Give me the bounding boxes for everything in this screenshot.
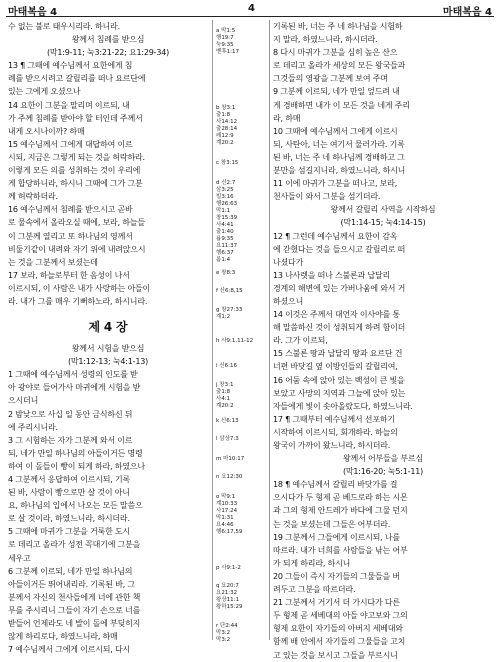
verse-paragraph: 17 보라, 하늘로부터 한 음성이 나서 이르시되, 이 사람은 내가 사랑하는 아들이 라. 내가 그를 매우 기뻐하노라, 하시니라.	[8, 270, 151, 306]
section-heading: 왕께서 침례를 받으심	[71, 35, 145, 45]
cross-reference: j 창3:1 출1:8 사4:1 계20:2	[216, 382, 234, 409]
cross-reference: p 사9:1-2	[216, 565, 241, 571]
section-heading: (막1:9-11; 눅3:21-22; 요1:29-34)	[46, 48, 170, 58]
verse-paragraph: 19 그분께서 그들에게 이르시되, 나를 따르라. 내가 너희를 사람들을 낚는 어부 가 되게 하리라, 하시니	[273, 532, 408, 568]
cross-reference: e 창8:3	[216, 270, 236, 276]
cross-reference-margin	[212, 20, 270, 643]
section-heading: (막1:12-13; 눅4:1-13)	[67, 357, 149, 367]
verse-paragraph: 14 요한이 그분을 말리며 이르되, 내 가 주께 침례를 받아야 할 터인데 주께서 내게 오시나이까? 하매	[8, 100, 143, 136]
cross-reference: o 막9:1 계10:33 사17:24 막1:31 요4:46 행6:17,59	[216, 494, 243, 535]
verse-paragraph: 2 밤낮으로 사십 일 동안 금식하신 뒤 에 주리시니라.	[8, 409, 133, 432]
cross-reference: m 마10:17	[216, 456, 245, 462]
section-heading: 왕께서 갈릴리 사역을 시작하심	[330, 205, 436, 215]
verse-paragraph: 21 그분께서 거기서 더 가시다가 다른 두 형제 곧 세베대의 아들 야고보와 그의 형제 요한이 자기들의 아버지 세베대와 함께 배 안에서 자기들의 그물들을 고치 고 있는 것을 보시고 그들을 부르시니	[273, 598, 408, 660]
right-text-column	[273, 20, 493, 660]
cross-reference: g 창27:33 계1:2	[216, 307, 243, 320]
left-text-column	[8, 20, 208, 655]
verse-paragraph: 10 그때에 예수님께서 그에게 이르시 되, 사탄아, 너는 여기서 물러가라. 기록 된 바, 너는 주 네 하나님께 경배하고 그 분만을 섬길지니라, 하였느니라, 하시니	[273, 126, 406, 176]
verse-paragraph: 수 없는 불로 태우시리라. 하니라.	[8, 22, 120, 31]
verse-paragraph: 9 그분께 이르되, 네가 만일 엎드려 내 게 경배하면 내가 이 모든 것을 네게 주리 라, 하매	[273, 87, 410, 123]
verse-paragraph: 18 ¶ 예수님께서 갈릴리 바닷가를 걸 으시다가 두 형제 곧 베드로라 하는 시몬 과 그의 형제 안드레가 바다에 그물 던지 는 것을 보셨는데 그들은 어부더라.	[273, 480, 408, 529]
verse-paragraph: 6 그분께 이르되, 네가 만일 하나님의 아들이거든 뛰어내리라. 기록된 바, 그 분께서 자신의 천사들에게 너에 관한 책 무를 주시리니 그들이 자기 손으로 너를 받들어 언제라도 네 발이 돌에 부딪히지 않게 하리로다, 하였느니라, 하매	[8, 566, 141, 642]
cross-reference: b 창3:1 출1:8 사14:12 출28:14 레12:9 계20:2	[216, 105, 238, 146]
running-head-chapter: 마태복음 4	[442, 7, 492, 18]
verse-paragraph: 13 ¶ 그때에 예수님께서 요한에게 침 례를 받으시려고 갈릴리를 떠나 요르단에 있는 그에게 오셨으나	[8, 61, 146, 97]
verse-paragraph: 7 예수님께서 그에게 이르시되, 다시	[8, 645, 130, 655]
verse-paragraph: 3 그 시험하는 자가 그분께 와서 이르 되, 네가 만일 하나님의 아들이거든 명령 하여 이 돌들이 빵이 되게 하라, 하였으나	[8, 435, 145, 471]
verse-paragraph: 8 다시 마귀가 그분을 심히 높은 산으 로 데리고 올라가 세상의 모든 왕국들과 그것들의 영광을 그분께 보여 주며	[273, 48, 406, 84]
section-heading: (막1:16-20; 눅5:1-11)	[342, 467, 424, 477]
verse-paragraph: 16 예수님께서 침례를 받으시고 곧바 로 물속에서 올라오실 때에, 보라, 하늘들 이 그분께 열리고 또 하나님의 영께서 비둘기같이 내려와 자기 위에 내려앉으시 는 것을 그분께서 보셨는데	[8, 205, 146, 267]
verse-paragraph: 14 이것은 주께서 대언자 이사야를 통 해 말씀하신 것이 성취되게 하려 함이더 라. 그가 이르되,	[273, 310, 406, 346]
verse-paragraph: 1 그때에 예수님께서 성령의 인도를 받 아 광야로 들어가사 마귀에게 시험을 받 으시더니	[8, 370, 141, 406]
page-number: 4	[248, 3, 255, 14]
cross-reference: n 요12:30	[216, 474, 243, 480]
page-header	[6, 2, 494, 17]
chapter-heading: 제 4 장	[88, 320, 128, 335]
section-heading: (막1:14-15; 눅4:14-15)	[340, 218, 426, 228]
section-heading: 왕께서 어부들을 부르심	[343, 454, 423, 464]
verse-paragraph: 17 ¶ 그때부터 예수님께서 선포하기 시작하여 이르시되, 회개하라. 하늘의 왕국이 가까이 왔느니라, 하시더라.	[273, 414, 398, 450]
running-head-book: 마태복음 4	[8, 7, 58, 18]
cross-reference: d 신2:7 삼3:25 빌3:16 행26:63 막1:1 창15:39 사4:41 출1:40 욥9:35 요11:37 행6:37 롬1:4	[216, 180, 238, 263]
cross-reference: k 신6:13	[216, 418, 239, 424]
cross-reference: q 요20:7 요21:32 왕상11:1 왕하15:29	[216, 583, 243, 610]
cross-reference: r 단2:44 막3:2 막3:2	[216, 623, 238, 643]
verse-paragraph: 13 나사렛을 떠나 스불론과 납달리 경계의 해변에 있는 가버나움에 와서 거 하셨으니	[273, 270, 406, 306]
section-heading: 왕께서 시험을 받으심	[71, 344, 145, 354]
verse-paragraph: 20 그들이 즉시 자기들의 그물들을 버 려두고 그분을 따르더라.	[273, 571, 400, 595]
cross-reference: l 삼상7:3	[216, 436, 239, 442]
cross-reference: h 사9:1,11-12	[216, 338, 254, 344]
cross-reference: i 신6:16	[216, 363, 237, 369]
verse-paragraph: 4 그분께서 응답하여 이르시되, 기록 된 바, 사람이 빵으로만 살 것이 아니 요, 하나님의 입에서 나오는 모든 말씀으 로 살 것이라, 하였느니라, 하시더라.	[8, 475, 143, 524]
verse-paragraph: 15 예수님께서 그에게 대답하여 이르 시되, 지금은 그렇게 되는 것을 허락하라. 이렇게 모든 의를 성취하는 것이 우리에 게 합당하니라, 하시니 그때에 그가 그분 께 허락하더라.	[8, 139, 145, 202]
verse-paragraph: 12 ¶ 그런데 예수님께서 요한이 감옥 에 갇혔다는 것을 들으시고 갈릴리로 떠 나셨다가	[273, 231, 406, 267]
verse-paragraph: 기록된 바, 너는 주 네 하나님을 시험하 지 말라, 하였느니라, 하시더라.	[273, 22, 403, 45]
cross-reference: f 신6:8,15	[216, 288, 243, 294]
verse-paragraph: 5 그때에 마귀가 그분을 거룩한 도시 로 데리고 올라가 성전 꼭대기에 그분을 세우고	[8, 527, 141, 563]
cross-reference: a 막1:5 행19:7 눅9:35 벧후1:17	[216, 28, 239, 55]
cross-reference: c 창3:15	[216, 160, 239, 166]
verse-paragraph: 15 스불론 땅과 납달리 땅과 요르단 건 너편 바닷길 옆 이방인들의 갈릴리여,	[273, 349, 403, 372]
verse-paragraph: 16 어둠 속에 앉아 있는 백성이 큰 빛을 보았고 사망의 지역과 그늘에 앉아 있는 자들에게 빛이 솟아올랐도다, 하였느니라.	[273, 375, 413, 411]
verse-paragraph: 11 이에 마귀가 그분을 떠나고, 보라, 천사들이 와서 그분을 섬기더라.	[273, 179, 398, 202]
